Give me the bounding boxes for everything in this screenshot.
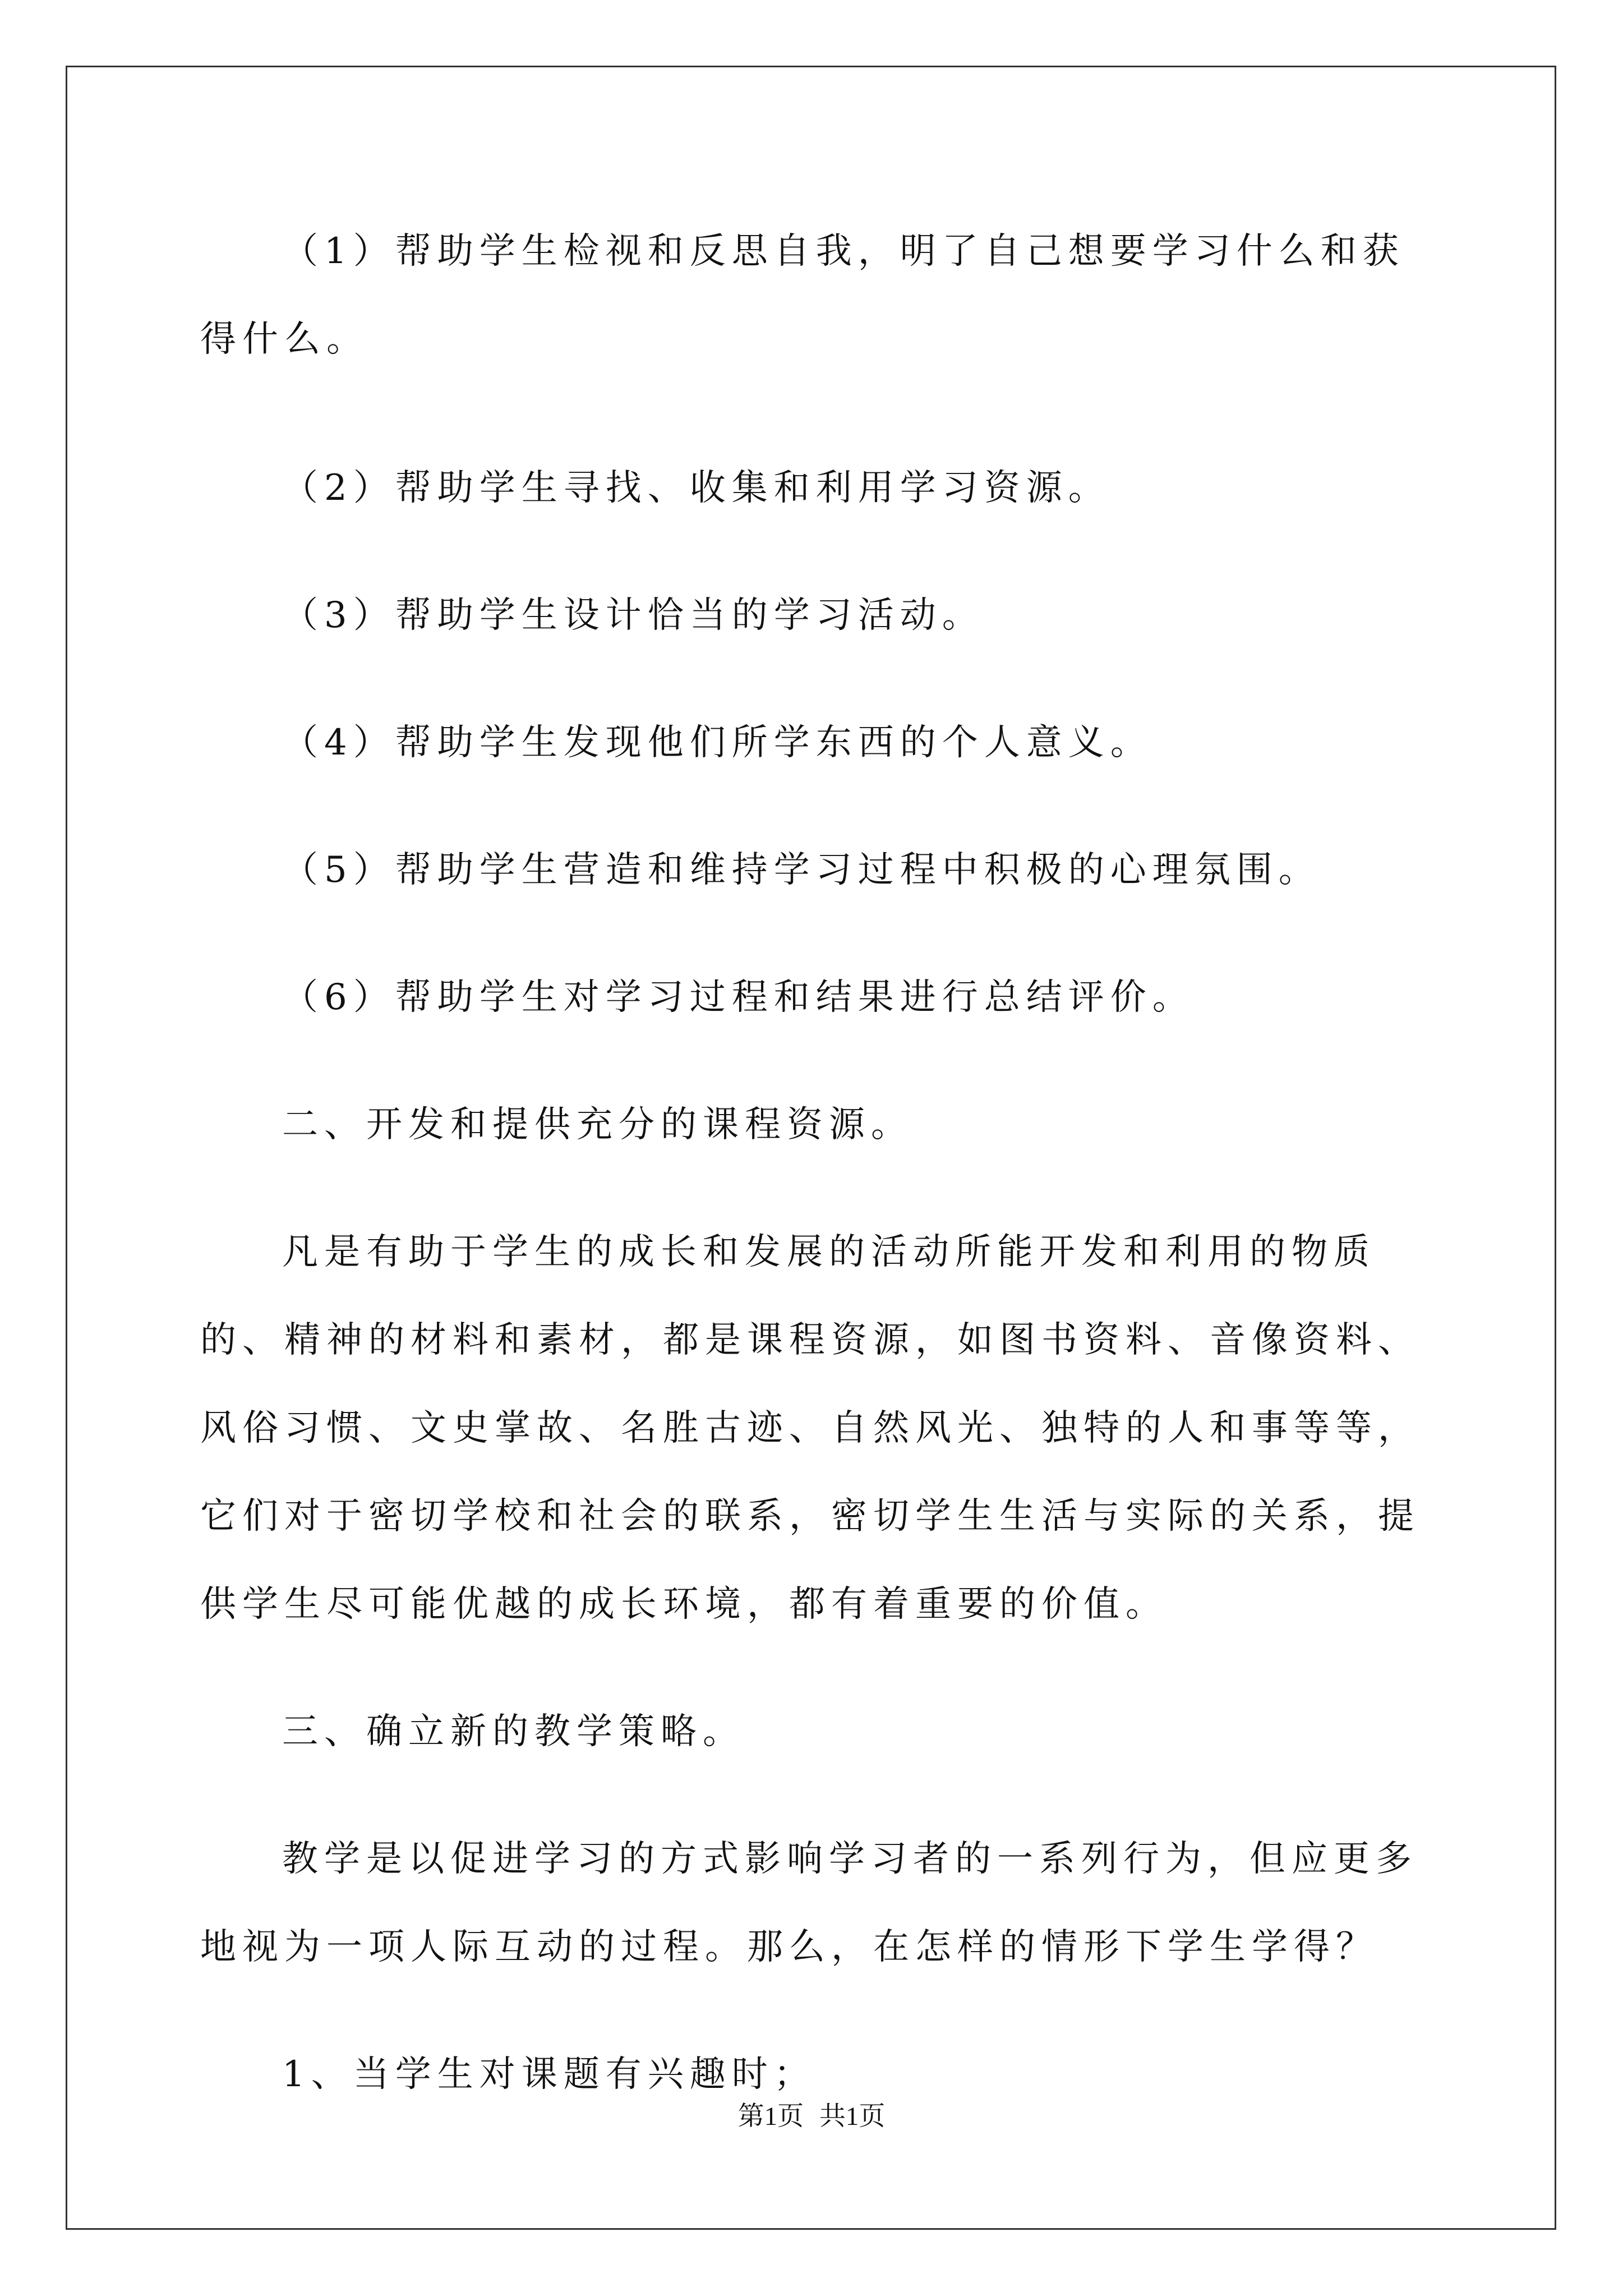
paragraph-item-1: （1）帮助学生检视和反思自我，明了自己想要学习什么和获得什么。 [200,231,1405,360]
paragraph-item-3: （3）帮助学生设计恰当的学习活动。 [282,595,984,636]
page-total: 共1页 [819,2102,886,2131]
paragraph-item-6: （6）帮助学生对学习过程和结果进行总结评价。 [282,977,1195,1018]
body-paragraph-resources: 凡是有助于学生的成长和发展的活动所能开发和利用的物质的、精神的材料和素材，都是课程资源，如图书资料、音像资料、风俗习惯、文史掌故、名胜古迹、自然风光、独特的人和事等等，它们对于密切学校和社会的联系，密切学生生活与实际的关系，提供学生尽可能优越的成长环境，都有着重要的价值。 [200,1231,1420,1625]
paragraph-item-5: （5）帮助学生营造和维持学习过程中积极的心理氛围。 [282,849,1321,891]
section-heading-3: 三、确立新的教学策略。 [282,1711,745,1752]
paragraph-item-2: （2）帮助学生寻找、收集和利用学习资源。 [282,467,1110,509]
body-paragraph-teaching: 教学是以促进学习的方式影响学习者的一系列行为，但应更多地视为一项人际互动的过程。那么，在怎样的情形下学生学得？ [200,1838,1418,1968]
section-heading-2: 二、开发和提供充分的课程资源。 [282,1104,913,1145]
list-item-1: 1、当学生对课题有兴趣时； [282,2054,816,2095]
page-footer [0,2095,1623,2133]
paragraph-item-4: （4）帮助学生发现他们所学东西的个人意义。 [282,722,1152,763]
document-body [200,208,1434,2119]
page-number: 第1页 [737,2102,804,2131]
